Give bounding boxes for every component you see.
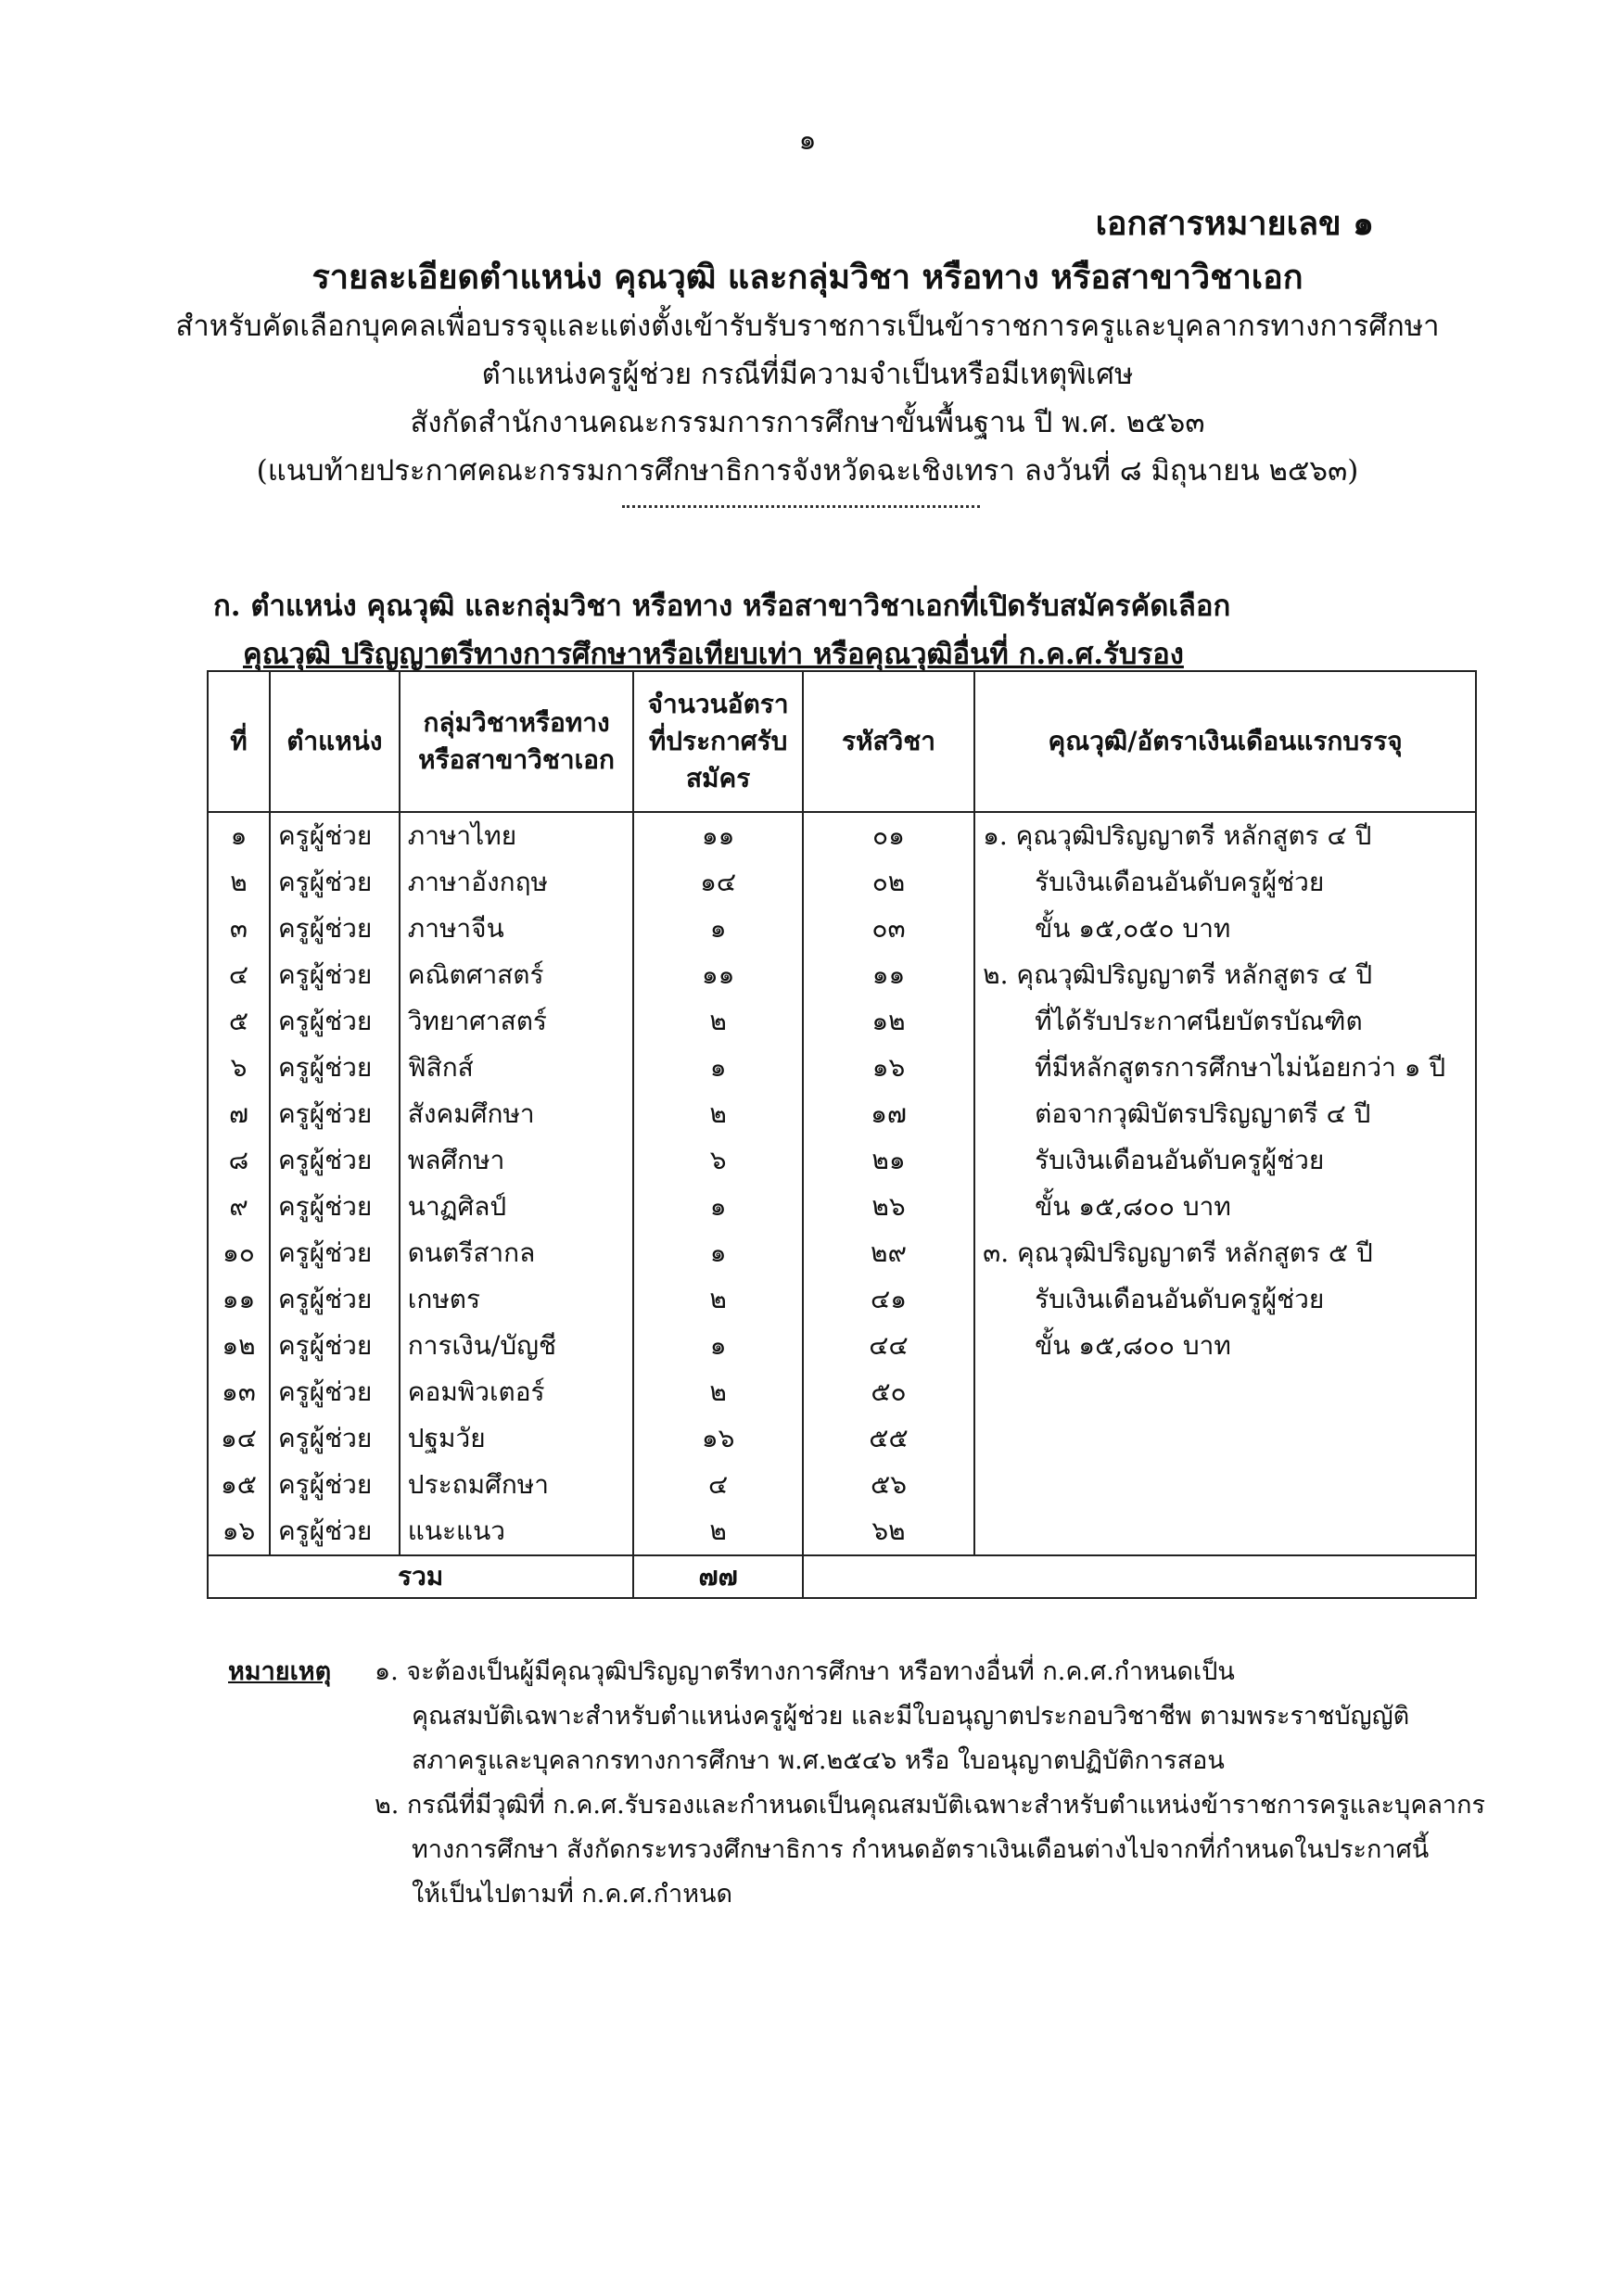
cell-no: ๕ [208,998,270,1045]
cell-group: ประถมศึกษา [400,1462,634,1508]
cell-position: ครูผู้ช่วย [270,1091,400,1137]
cell-group: แนะแนว [400,1508,634,1555]
cell-code: ๑๖ [803,1045,974,1091]
table-header-row [208,671,1476,812]
cell-no: ๔ [208,952,270,998]
cell-position: ครูผู้ช่วย [270,1184,400,1230]
header-code: รหัสวิชา [803,671,974,812]
cell-code: ๑๗ [803,1091,974,1137]
cell-count: ๑๑ [633,952,803,998]
remark-line: สภาครูและบุคลากรทางการศึกษา พ.ศ.๒๕๔๖ หรือ ใบอนุญาตปฏิบัติการสอน [412,1746,1225,1775]
cell-count: ๑ [633,1230,803,1276]
total-row [208,1555,1476,1598]
cell-count: ๒ [633,998,803,1045]
remark-line: ให้เป็นไปตามที่ ก.ค.ศ.กำหนด [412,1880,732,1909]
cell-count: ๑ [633,1045,803,1091]
remarks [228,1650,1489,1917]
qualification-line: รับเงินเดือนอันดับครูผู้ช่วย [1035,867,1325,897]
cell-count: ๒ [633,1276,803,1323]
cell-count: ๖ [633,1137,803,1184]
cell-position: ครูผู้ช่วย [270,812,400,859]
cell-count: ๑ [633,1184,803,1230]
cell-position: ครูผู้ช่วย [270,1323,400,1369]
cell-group: คอมพิวเตอร์ [400,1369,634,1415]
cell-no: ๓ [208,906,270,952]
cell-code: ๑๑ [803,952,974,998]
qualification-line: รับเงินเดือนอันดับครูผู้ช่วย [1035,1284,1325,1314]
cell-no: ๑๕ [208,1462,270,1508]
cell-no: ๘ [208,1137,270,1184]
cell-position: ครูผู้ช่วย [270,1462,400,1508]
qualification-line: ขั้น ๑๕,๘๐๐ บาท [1035,1191,1231,1222]
header-qualification: คุณวุฒิ/อัตราเงินเดือนแรกบรรจุ [974,671,1476,812]
cell-count: ๒ [633,1091,803,1137]
qualification-line: ๑. คุณวุฒิปริญญาตรี หลักสูตร ๔ ปี [983,820,1372,851]
document-heading [0,252,1615,495]
cell-no: ๑๐ [208,1230,270,1276]
dotted-divider [622,505,980,508]
section-a-heading [213,582,1230,679]
cell-code: ๒๑ [803,1137,974,1184]
cell-count: ๑๑ [633,812,803,859]
qualification-line: ขั้น ๑๕,๘๐๐ บาท [1035,1330,1231,1361]
cell-group: ภาษาจีน [400,906,634,952]
cell-group: คณิตศาสตร์ [400,952,634,998]
cell-code: ๔๔ [803,1323,974,1369]
cell-code: ๖๒ [803,1508,974,1555]
cell-code: ๔๑ [803,1276,974,1323]
cell-code: ๑๒ [803,998,974,1045]
cell-group: การเงิน/บัญชี [400,1323,634,1369]
cell-position: ครูผู้ช่วย [270,1230,400,1276]
cell-count: ๒ [633,1369,803,1415]
cell-group: ภาษาไทย [400,812,634,859]
cell-count: ๒ [633,1508,803,1555]
cell-group: ฟิสิกส์ [400,1045,634,1091]
cell-no: ๑๔ [208,1415,270,1462]
qualification-line: ต่อจากวุฒิบัตรปริญญาตรี ๔ ปี [1035,1098,1371,1129]
cell-position: ครูผู้ช่วย [270,1508,400,1555]
qualification-line: ที่ได้รับประกาศนียบัตรบัณฑิต [1035,1006,1363,1036]
cell-position: ครูผู้ช่วย [270,1045,400,1091]
subtitle-line: ตำแหน่งครูผู้ช่วย กรณีที่มีความจำเป็นหรือมีเหตุพิเศษ [481,358,1134,391]
table-row [208,812,1476,859]
cell-code: ๐๒ [803,859,974,906]
cell-code: ๒๖ [803,1184,974,1230]
cell-no: ๗ [208,1091,270,1137]
cell-group: ปฐมวัย [400,1415,634,1462]
cell-position: ครูผู้ช่วย [270,952,400,998]
cell-group: ดนตรีสากล [400,1230,634,1276]
cell-count: ๑ [633,1323,803,1369]
cell-position: ครูผู้ช่วย [270,906,400,952]
cell-count: ๑๖ [633,1415,803,1462]
section-a-line1: ก. ตำแหน่ง คุณวุฒิ และกลุ่มวิชา หรือทาง หรือสาขาวิชาเอกที่เปิดรับสมัครคัดเลือก [213,590,1231,623]
remark-line: ทางการศึกษา สังกัดกระทรวงศึกษาธิการ กำหนดอัตราเงินเดือนต่างไปจากที่กำหนดในประกาศนี้ [412,1835,1430,1864]
cell-no: ๑๑ [208,1276,270,1323]
document-number: เอกสารหมายเลข ๑ [1095,204,1374,243]
header-no: ที่ [208,671,270,812]
cell-code: ๐๓ [803,906,974,952]
header-group: กลุ่มวิชาหรือทาง หรือสาขาวิชาเอก [400,671,634,812]
cell-code: ๒๙ [803,1230,974,1276]
cell-no: ๙ [208,1184,270,1230]
subtitle-line: สำหรับคัดเลือกบุคคลเพื่อบรรจุและแต่งตั้งเข้ารับรับราชการเป็นข้าราชการครูและบุคลากรทางการศึกษา [175,310,1440,343]
cell-position: ครูผู้ช่วย [270,1415,400,1462]
cell-position: ครูผู้ช่วย [270,1137,400,1184]
remark-line: คุณสมบัติเฉพาะสำหรับตำแหน่งครูผู้ช่วย และมีใบอนุญาตประกอบวิชาชีพ ตามพระราชบัญญัติ [412,1702,1410,1731]
cell-group: วิทยาศาสตร์ [400,998,634,1045]
page-number: ๑ [798,124,817,157]
cell-group: นาฏศิลป์ [400,1184,634,1230]
total-count: ๗๗ [633,1555,803,1598]
cell-count: ๔ [633,1462,803,1508]
cell-group: เกษตร [400,1276,634,1323]
document-title: รายละเอียดตำแหน่ง คุณวุฒิ และกลุ่มวิชา หรือทาง หรือสาขาวิชาเอก [312,258,1303,297]
remark-line: ๑. จะต้องเป็นผู้มีคุณวุฒิปริญญาตรีทางการศึกษา หรือทางอื่นที่ ก.ค.ศ.กำหนดเป็น [375,1657,1235,1686]
qualification-line: ๓. คุณวุฒิปริญญาตรี หลักสูตร ๕ ปี [983,1237,1373,1268]
cell-count: ๑ [633,906,803,952]
cell-count: ๑๔ [633,859,803,906]
header-count: จำนวนอัตรา ที่ประกาศรับ สมัคร [633,671,803,812]
cell-no: ๑๒ [208,1323,270,1369]
cell-no: ๑ [208,812,270,859]
cell-position: ครูผู้ช่วย [270,998,400,1045]
total-label: รวม [208,1555,633,1598]
cell-position: ครูผู้ช่วย [270,1276,400,1323]
section-a-line2: คุณวุฒิ ปริญญาตรีทางการศึกษาหรือเทียบเท่า หรือคุณวุฒิอื่นที่ ก.ค.ศ.รับรอง [243,638,1184,671]
cell-code: ๕๐ [803,1369,974,1415]
positions-table [207,670,1477,1599]
cell-no: ๒ [208,859,270,906]
cell-group: ภาษาอังกฤษ [400,859,634,906]
qualification-cell [974,812,1476,1555]
remarks-label: หมายเหตุ [228,1657,332,1686]
cell-position: ครูผู้ช่วย [270,859,400,906]
qualification-line: ๒. คุณวุฒิปริญญาตรี หลักสูตร ๔ ปี [983,959,1373,990]
subtitle-line: (แนบท้ายประกาศคณะกรรมการศึกษาธิการจังหวัดฉะเชิงเทรา ลงวันที่ ๘ มิถุนายน ๒๕๖๓) [256,454,1359,488]
qualification-line: ที่มีหลักสูตรการศึกษาไม่น้อยกว่า ๑ ปี [1035,1052,1446,1083]
cell-no: ๑๓ [208,1369,270,1415]
cell-position: ครูผู้ช่วย [270,1369,400,1415]
cell-group: พลศึกษา [400,1137,634,1184]
cell-no: ๖ [208,1045,270,1091]
subtitle-line: สังกัดสำนักงานคณะกรรมการการศึกษาขั้นพื้นฐาน ปี พ.ศ. ๒๕๖๓ [410,406,1205,439]
cell-code: ๐๑ [803,812,974,859]
header-position: ตำแหน่ง [270,671,400,812]
qualification-line: ขั้น ๑๕,๐๕๐ บาท [1035,913,1231,944]
qualification-line: รับเงินเดือนอันดับครูผู้ช่วย [1035,1145,1325,1175]
remark-line: ๒. กรณีที่มีวุฒิที่ ก.ค.ศ.รับรองและกำหนดเป็นคุณสมบัติเฉพาะสำหรับตำแหน่งข้าราชการครูและบุคลากร [375,1791,1485,1820]
cell-code: ๕๕ [803,1415,974,1462]
cell-group: สังคมศึกษา [400,1091,634,1137]
cell-no: ๑๖ [208,1508,270,1555]
cell-code: ๕๖ [803,1462,974,1508]
